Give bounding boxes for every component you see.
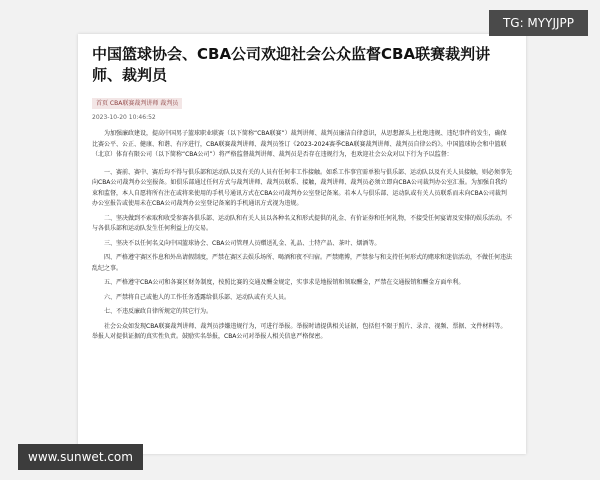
rule-paragraph-2: 二、坚决做到不索取和收受参赛各俱乐部、运动队和有关人员以各种名义和形式提供的礼金、有价证券和任何礼物，不接受任何宴请及安排的娱乐活动。不与各俱乐部和运动队发生任何利益上的交易。 bbox=[92, 214, 513, 232]
rule-paragraph-6: 六、严禁将自己或他人的工作任务透露给俱乐部、运动队或有关人员。 bbox=[104, 293, 291, 301]
site-watermark: www.sunwet.com bbox=[18, 444, 143, 470]
rule-paragraph-5: 五、严格遵守CBA公司和各赛区财务制度，按照比赛的交通及酬金规定，实事求是地报销和领取酬金，严禁在交通报销和酬金方面牟利。 bbox=[104, 279, 465, 286]
intro-paragraph: 为加强廉政建设，提高中国男子篮球职业联赛（以下简称“CBA联赛”）裁判讲师、裁判员廉洁自律意识，从思想源头上杜绝违规、违纪事件的发生，确保比赛公平、公正、健康、和谐、有序进行，CBA联赛裁判讲师、裁判员签订《2023-2024赛季CBA联赛裁判讲师、裁判员自律公约》。中国篮球协会和中篮联（北京）体育有限公司（以下简称“CBA公司”）将严格监督裁判讲师、裁判员是否存在违规行为，也欢迎社会公众对以下行为予以监督： bbox=[92, 130, 507, 158]
category-tag[interactable]: 首页 CBA联赛裁判讲师 裁判员 bbox=[92, 98, 182, 109]
telegram-watermark: TG: MYYJJPP bbox=[489, 10, 588, 36]
rule-paragraph-3: 三、坚决不以任何名义向中国篮球协会、CBA公司管理人员赠送礼金、礼品、土特产品、茶叶、烟酒等。 bbox=[104, 239, 381, 247]
publish-date: 2023-10-20 10:46:52 bbox=[92, 114, 156, 121]
article-title: 中国篮球协会、CBA公司欢迎社会公众监督CBA联赛裁判讲师、裁判员 bbox=[92, 45, 491, 84]
report-paragraph: 社会公众如发现CBA联赛裁判讲师、裁判员涉嫌违规行为，可进行举报。举报时请提供相关证据，包括但不限于照片、录音、视频、票据、文件材料等。举报人对提供证据的真实性负责。鼓励实名举报，CBA公司对举报人相关信息严格保密。 bbox=[92, 322, 507, 340]
rule-paragraph-7: 七、不违反廉政自律所规定的其它行为。 bbox=[104, 308, 213, 315]
rule-paragraph-4: 四、严格遵守赛区作息和外出请假制度，严禁在赛区去娱乐场所、喝酒和夜不归宿。严禁赌博，严禁参与和支持任何形式的赌球和迷信活动，不做任何违法乱纪之事。 bbox=[92, 254, 513, 272]
rule-paragraph-1: 一、赛前、赛中、赛后均不得与俱乐部和运动队以及有关的人员有任何非工作接触。如系工作事宜需单独与俱乐部、运动队以及有关人员接触，则必须事先向CBA公司裁判办公室报备。如俱乐部通过任何方式与裁判讲师、裁判员联系、接触，裁判讲师、裁判员必须立即向CBA公司裁判办公室汇报。为加强自我约束和监督，本人自愿将所有注在或将来使用的手机号通讯方式在CBA公司裁判办公室登记备案。若本人与俱乐部、运动队或有关人员联系而未向CBA公司裁判办公室报告或使用未在CBA公司裁判办公室登记备案的手机通讯方式视为违规。 bbox=[92, 168, 513, 207]
article-page bbox=[78, 34, 526, 454]
article-body bbox=[92, 129, 512, 343]
